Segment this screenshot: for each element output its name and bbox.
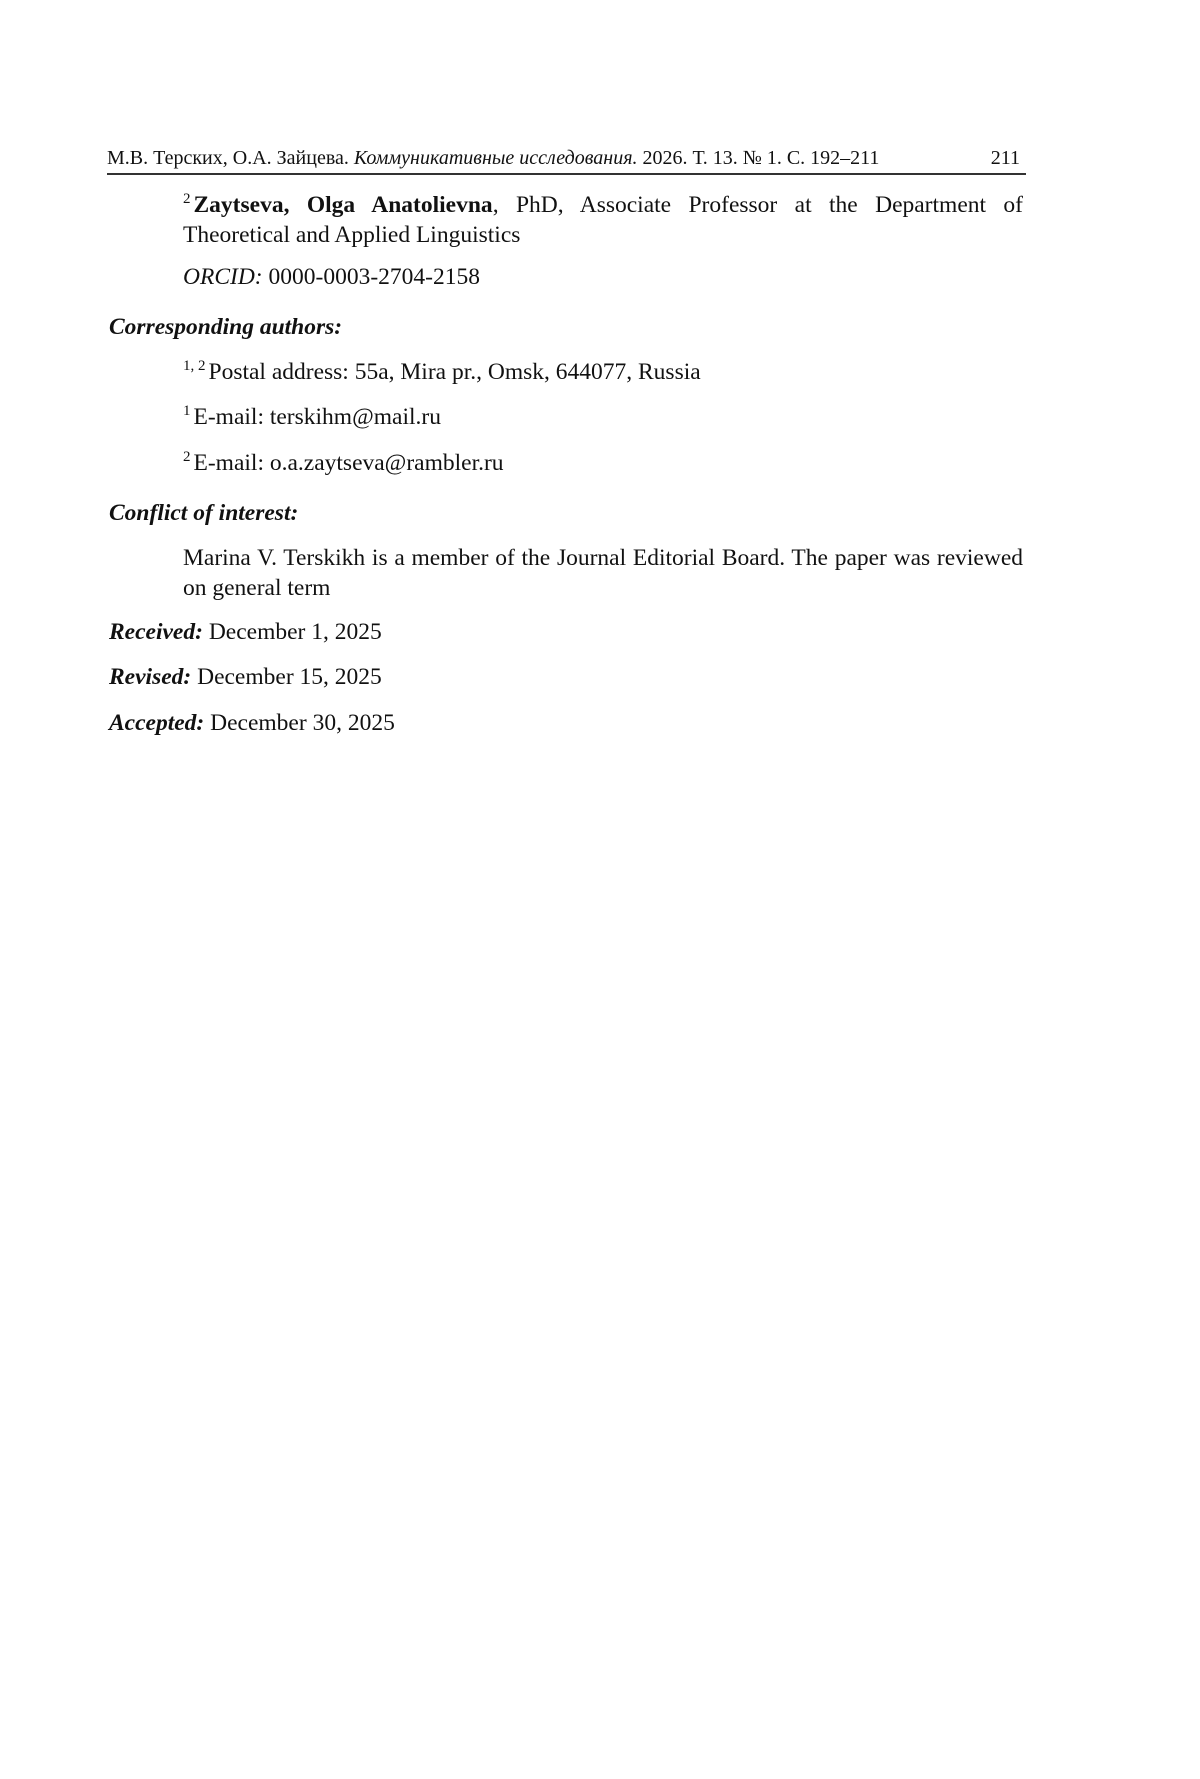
email-line-1 [183,402,1023,432]
running-head-authors: М.В. Терских, О.А. Зайцева. [107,147,349,169]
postal-address: Postal address: 55a, Mira pr., Omsk, 644077, Russia [208,359,701,385]
email-line-2 [183,448,1023,478]
orcid-line [183,262,1023,292]
author-name: Zaytseva, Olga Anatolievna [193,192,493,218]
postal-address-line [183,357,1023,387]
accepted-line [109,708,1023,738]
conflict-heading-text: Conflict of interest: [109,500,299,526]
revised-value: December 15, 2025 [197,664,382,690]
revised-line [109,662,1023,692]
received-label: Received: [109,619,203,645]
accepted-label: Accepted: [109,710,205,736]
author-affiliation: , PhD, Associate Professor at the Department of Theoretical and Applied Linguistics [183,192,1024,248]
author-superscript: 2 [183,191,191,207]
running-head-issue: 2026. Т. 13. № 1. С. 192–211 [642,147,880,169]
received-line [109,617,1023,647]
email1-superscript: 1 [183,403,191,419]
corresponding-heading-text: Corresponding authors: [109,314,343,340]
accepted-value: December 30, 2025 [210,710,395,736]
conflict-heading [109,498,1023,528]
page-number: 211 [990,147,1020,169]
revised-label: Revised: [109,664,192,690]
email2-superscript: 2 [183,449,191,465]
postal-superscript: 1, 2 [183,358,206,374]
orcid-label: ORCID: [183,264,263,290]
author-info [183,190,1023,250]
conflict-text: Marina V. Terskikh is a member of the Journal Editorial Board. The paper was reviewed on general term [183,545,1023,601]
email2-text: E-mail: o.a.zaytseva@rambler.ru [193,450,504,476]
running-head [107,146,1026,175]
corresponding-heading [109,312,1023,342]
email1-text: E-mail: terskihm@mail.ru [193,404,441,430]
orcid-value: 0000-0003-2704-2158 [268,264,480,290]
received-value: December 1, 2025 [208,619,382,645]
running-head-journal: Коммуникативные исследования. [353,147,638,169]
